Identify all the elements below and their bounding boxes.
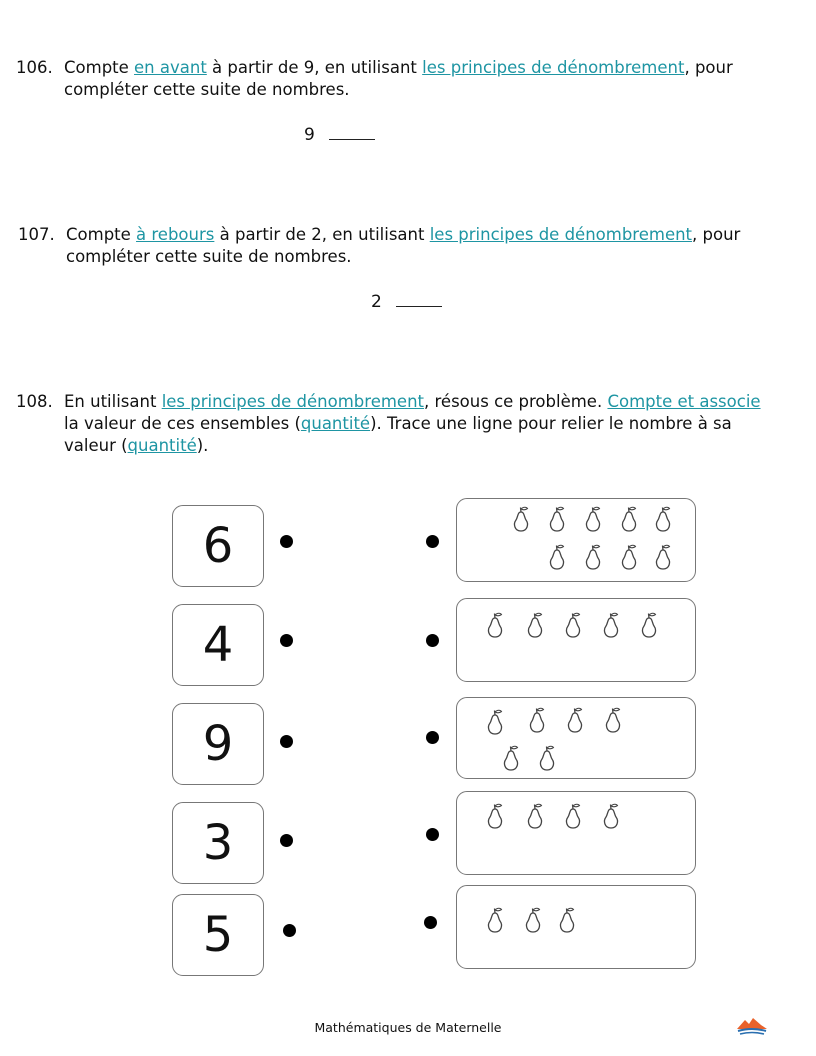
- pear-icon: [511, 505, 531, 533]
- pear-icon: [547, 543, 567, 571]
- pear-icon: [485, 611, 505, 639]
- text: ). Trace une ligne pour relier le nombre à sa: [370, 414, 732, 433]
- link-principes-denombrement[interactable]: les principes de dénombrement: [161, 392, 425, 411]
- number-box-3: 3: [172, 802, 264, 884]
- text: Compte: [64, 58, 135, 77]
- pear-icon: [485, 708, 505, 736]
- text: , pour: [692, 225, 741, 244]
- text: , pour: [684, 58, 733, 77]
- pear-icon: [653, 505, 673, 533]
- pear-set-box: [456, 498, 696, 582]
- link-en-avant[interactable]: en avant: [134, 58, 207, 77]
- pear-set-box: [456, 791, 696, 875]
- text: la valeur de ces ensembles (: [64, 414, 301, 433]
- mountain-logo-icon: [736, 1014, 768, 1036]
- left-connect-dot[interactable]: [280, 735, 293, 748]
- pear-icon: [485, 906, 505, 934]
- pear-icon: [563, 611, 583, 639]
- link-principes-denombrement[interactable]: les principes de dénombrement: [429, 225, 693, 244]
- sequence-start: 9: [304, 125, 315, 145]
- pear-icon: [527, 706, 547, 734]
- pear-icon: [565, 706, 585, 734]
- pear-set-box: [456, 697, 696, 779]
- pear-icon: [557, 906, 577, 934]
- pear-icon: [583, 505, 603, 533]
- text: ).: [196, 436, 209, 455]
- number-box-9: 9: [172, 703, 264, 785]
- number-box-5: 5: [172, 894, 264, 976]
- pear-icon: [603, 706, 623, 734]
- pear-icon: [619, 505, 639, 533]
- page-footer: Mathématiques de Maternelle: [314, 1020, 502, 1035]
- pear-set-box: [456, 885, 696, 969]
- pear-icon: [537, 744, 557, 772]
- right-connect-dot[interactable]: [426, 634, 439, 647]
- answer-blank[interactable]: [396, 291, 442, 307]
- text: Compte: [66, 225, 137, 244]
- link-a-rebours[interactable]: à rebours: [136, 225, 215, 244]
- link-quantite[interactable]: quantité: [300, 414, 371, 433]
- answer-blank[interactable]: [329, 124, 375, 140]
- pear-icon: [525, 802, 545, 830]
- right-connect-dot[interactable]: [424, 916, 437, 929]
- left-connect-dot[interactable]: [280, 535, 293, 548]
- link-principes-denombrement[interactable]: les principes de dénombrement: [422, 58, 685, 77]
- pear-icon: [485, 802, 505, 830]
- link-quantite[interactable]: quantité: [127, 436, 197, 455]
- pear-icon: [601, 611, 621, 639]
- sequence-start: 2: [371, 292, 382, 312]
- number-box-6: 6: [172, 505, 264, 587]
- sequence-107: [371, 291, 442, 312]
- pear-icon: [501, 744, 521, 772]
- question-number: 108.: [16, 392, 53, 411]
- text: En utilisant: [64, 392, 162, 411]
- text: compléter cette suite de nombres.: [64, 80, 350, 99]
- pear-set-box: [456, 598, 696, 682]
- pear-icon: [653, 543, 673, 571]
- right-connect-dot[interactable]: [426, 731, 439, 744]
- text: valeur (: [64, 436, 128, 455]
- pear-icon: [563, 802, 583, 830]
- text: à partir de 9, en utilisant: [206, 58, 423, 77]
- text: à partir de 2, en utilisant: [214, 225, 430, 244]
- right-connect-dot[interactable]: [426, 535, 439, 548]
- question-number: 106.: [16, 58, 53, 77]
- text: compléter cette suite de nombres.: [66, 247, 352, 266]
- text: , résous ce problème.: [424, 392, 608, 411]
- left-connect-dot[interactable]: [280, 634, 293, 647]
- pear-icon: [547, 505, 567, 533]
- number-box-4: 4: [172, 604, 264, 686]
- left-connect-dot[interactable]: [283, 924, 296, 937]
- pear-icon: [583, 543, 603, 571]
- pear-icon: [639, 611, 659, 639]
- question-number: 107.: [18, 225, 55, 244]
- left-connect-dot[interactable]: [280, 834, 293, 847]
- right-connect-dot[interactable]: [426, 828, 439, 841]
- sequence-106: [304, 124, 375, 145]
- pear-icon: [601, 802, 621, 830]
- pear-icon: [525, 611, 545, 639]
- pear-icon: [619, 543, 639, 571]
- link-compte-et-associe[interactable]: Compte et associe: [607, 392, 761, 411]
- pear-icon: [523, 906, 543, 934]
